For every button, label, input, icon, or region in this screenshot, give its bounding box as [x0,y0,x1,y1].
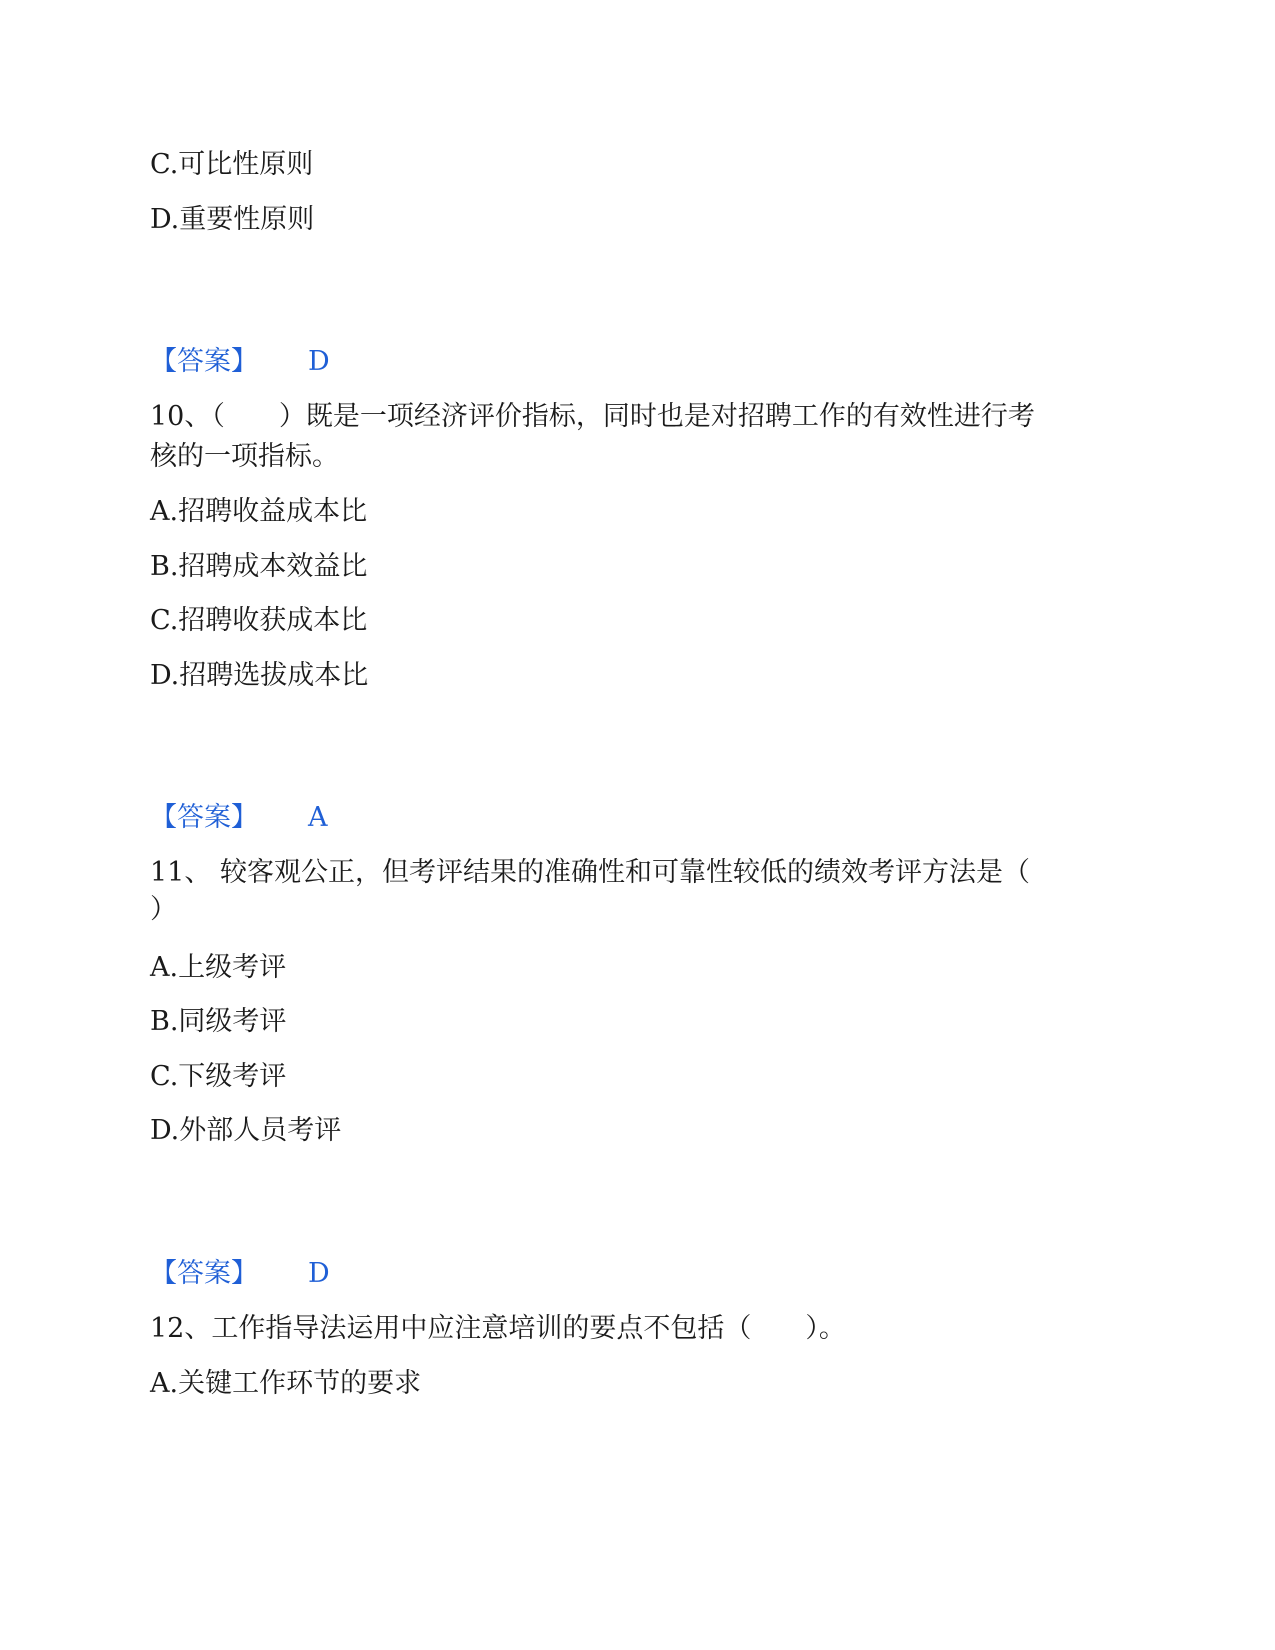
q11-option-a: A.上级考评 [150,952,287,983]
q10-option-c: C.招聘收获成本比 [150,605,368,636]
answer-tag: 【答案】 [150,1258,258,1289]
answer-tag: 【答案】 [150,346,258,377]
q11-option-c: C.下级考评 [150,1061,287,1092]
answer-value: D [308,1258,330,1289]
question-11-line-2: ） [150,894,177,925]
answer-value: A [308,802,328,833]
option-c: C.可比性原则 [150,149,314,180]
question-10-line-1: 10、（ ）既是一项经济评价指标，同时也是对招聘工作的有效性进行考 [150,401,1035,432]
answer-line [150,342,330,382]
q10-option-a: A.招聘收益成本比 [150,496,368,527]
q11-option-b: B.同级考评 [150,1006,287,1037]
q11-option-d: D.外部人员考评 [150,1115,342,1146]
q10-option-b: B.招聘成本效益比 [150,551,368,582]
question-10-line-2: 核的一项指标。 [150,441,339,472]
question-12-line-1: 12、工作指导法运用中应注意培训的要点不包括（ ）。 [150,1313,846,1344]
answer-line [150,798,328,838]
q10-option-d: D.招聘选拔成本比 [150,660,369,691]
answer-line [150,1254,330,1294]
option-d: D.重要性原则 [150,204,315,235]
question-11-line-1: 11、 较客观公正，但考评结果的准确性和可靠性较低的绩效考评方法是（ [150,857,1030,888]
q12-option-a: A.关键工作环节的要求 [150,1368,422,1399]
answer-tag: 【答案】 [150,802,258,833]
answer-value: D [308,346,330,377]
